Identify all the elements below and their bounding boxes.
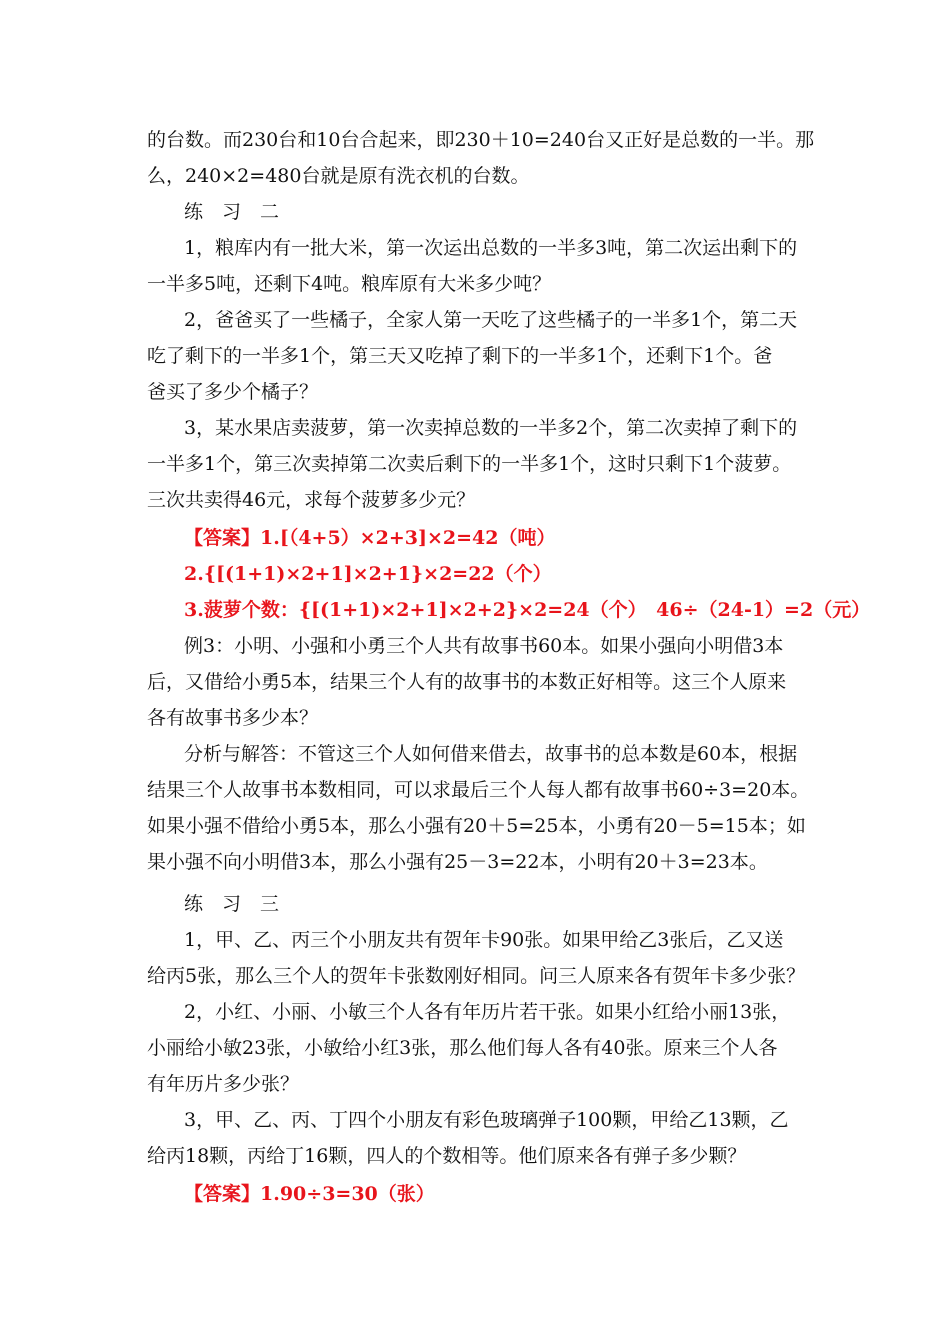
exercise-heading: 练 习 二 (184, 201, 280, 223)
text-line: 一半多1个，第三次卖掉第二次卖后剩下的一半多1个，这时只剩下1个菠萝。 (147, 453, 792, 475)
text-line: 各有故事书多少本？ (147, 707, 319, 729)
text-line: 的台数。而230台和10台合起来，即230＋10=240台又正好是总数的一半。那 (147, 129, 815, 151)
answer-line: 3.菠萝个数：{[(1+1)×2+1]×2+2}×2=24（个） 46÷（24-1）=2（元） (184, 599, 871, 621)
text-line: 爸买了多少个橘子？ (147, 381, 319, 403)
text-line: 2，爸爸买了一些橘子，全家人第一天吃了这些橘子的一半多1个，第二天 (184, 309, 798, 331)
text-line: 2，小红、小丽、小敏三个人各有年历片若干张。如果小红给小丽13张， (184, 1001, 791, 1023)
text-line: 果小强不向小明借3本，那么小强有25－3=22本，小明有20＋3=23本。 (147, 851, 768, 873)
text-line: 吃了剩下的一半多1个，第三天又吃掉了剩下的一半多1个，还剩下1个。爸 (147, 345, 773, 367)
text-line: 结果三个人故事书本数相同，可以求最后三个人每人都有故事书60÷3=20本。 (147, 779, 810, 801)
text-line: 一半多5吨，还剩下4吨。粮库原有大米多少吨？ (147, 273, 552, 295)
text-line: 三次共卖得46元，求每个菠萝多少元？ (147, 489, 476, 511)
answer-line: 2.{[(1+1)×2+1]×2+1}×2=22（个） (184, 563, 552, 585)
answer-line: 【答案】1.90÷3=30（张） (184, 1183, 435, 1205)
text-line: 么，240×2=480台就是原有洗衣机的台数。 (147, 165, 530, 187)
text-line: 有年历片多少张？ (147, 1073, 300, 1095)
text-line: 1，粮库内有一批大米，第一次运出总数的一半多3吨，第二次运出剩下的 (184, 237, 798, 259)
text-line: 3，甲、乙、丙、丁四个小朋友有彩色玻璃弹子100颗，甲给乙13颗，乙 (184, 1109, 789, 1131)
answer-line: 【答案】1.[（4+5）×2+3]×2=42（吨） (184, 527, 556, 549)
exercise-heading: 练 习 三 (184, 893, 280, 915)
text-line: 如果小强不借给小勇5本，那么小强有20＋5=25本，小勇有20－5=15本；如 (147, 815, 806, 837)
text-line: 分析与解答：不管这三个人如何借来借去，故事书的总本数是60本，根据 (184, 743, 798, 765)
text-line: 1，甲、乙、丙三个小朋友共有贺年卡90张。如果甲给乙3张后，乙又送 (184, 929, 784, 951)
text-line: 给丙5张，那么三个人的贺年卡张数刚好相同。问三人原来各有贺年卡多少张？ (147, 965, 806, 987)
text-line: 后，又借给小勇5本，结果三个人有的故事书的本数正好相等。这三个人原来 (147, 671, 787, 693)
text-line: 给丙18颗，丙给丁16颗，四人的个数相等。他们原来各有弹子多少颗？ (147, 1145, 747, 1167)
text-line: 小丽给小敏23张，小敏给小红3张，那么他们每人各有40张。原来三个人各 (147, 1037, 778, 1059)
text-line: 例3：小明、小强和小勇三个人共有故事书60本。如果小强向小明借3本 (184, 635, 784, 657)
text-line: 3，某水果店卖菠萝，第一次卖掉总数的一半多2个，第二次卖掉了剩下的 (184, 417, 798, 439)
